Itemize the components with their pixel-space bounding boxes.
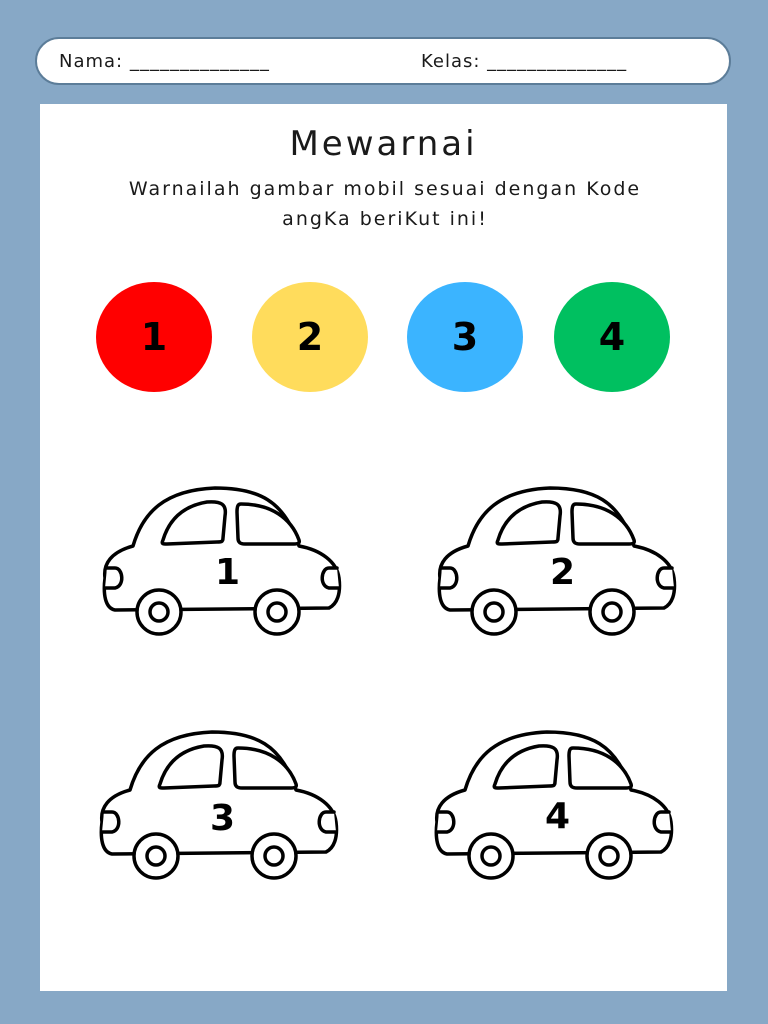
color-key-number: 4 xyxy=(598,315,626,359)
car-3 xyxy=(92,726,342,886)
instruction-text xyxy=(95,174,675,234)
car-1 xyxy=(95,482,345,642)
car-number: 4 xyxy=(545,796,571,837)
color-key-number: 1 xyxy=(140,315,168,359)
color-key-number: 3 xyxy=(451,315,479,359)
car-number: 3 xyxy=(210,798,236,839)
name-class-header xyxy=(35,37,731,85)
car-number: 1 xyxy=(215,552,241,593)
worksheet-sheet xyxy=(40,104,727,991)
instruction-line-2: angKa beriKut ini! xyxy=(282,208,488,230)
class-field-label: Kelas: ______________ xyxy=(421,51,628,72)
color-key-number: 2 xyxy=(296,315,324,359)
car-2 xyxy=(430,482,680,642)
color-key-3 xyxy=(407,282,523,392)
car-4 xyxy=(427,726,677,886)
instruction-line-1: Warnailah gambar mobil sesuai dengan Kode xyxy=(128,178,642,200)
name-field-label: Nama: ______________ xyxy=(59,51,270,72)
color-key-1 xyxy=(96,282,212,392)
color-key-2 xyxy=(252,282,368,392)
page-title: Mewarnai xyxy=(289,124,478,164)
car-number: 2 xyxy=(550,552,576,593)
color-key-4 xyxy=(554,282,670,392)
